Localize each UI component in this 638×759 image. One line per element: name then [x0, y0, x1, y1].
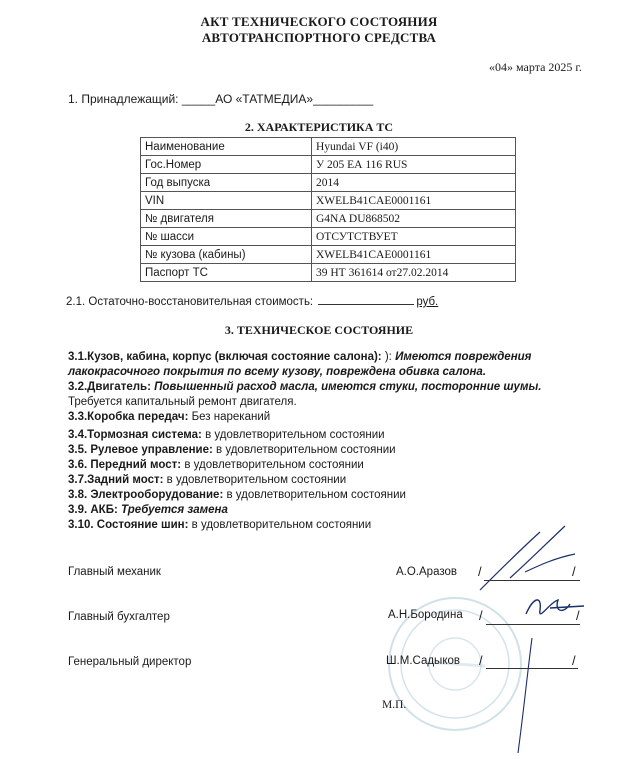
- signatory-name-mechanic: А.О.Аразов: [396, 566, 457, 578]
- row-value: У 205 ЕА 116 RUS: [312, 156, 516, 174]
- table-row: [141, 228, 516, 246]
- condition-value: в удовлетворительном состоянии: [184, 459, 364, 471]
- signatory-name-director: Ш.М.Садыков: [386, 655, 460, 667]
- signatory-name-accountant: А.Н.Бородина: [388, 609, 463, 621]
- condition-item-3-4: [68, 428, 568, 443]
- condition-value: Повышенный расход масла, имеются стуки, посторонние шумы.: [154, 381, 542, 393]
- table-row: [141, 156, 516, 174]
- row-value: XWELB41CAE0001161: [312, 192, 516, 210]
- row-key: № шасси: [141, 228, 312, 246]
- row-key: VIN: [141, 192, 312, 210]
- row-key: Год выпуска: [141, 174, 312, 192]
- condition-value: в удовлетворительном состоянии: [226, 489, 406, 501]
- signatory-role-accountant: Главный бухгалтер: [68, 611, 170, 623]
- condition-value: в удовлетворительном состоянии: [166, 474, 347, 486]
- owner-line: [68, 92, 373, 106]
- condition-value: Без нареканий: [191, 411, 271, 423]
- residual-value-line: [66, 296, 438, 308]
- condition-item-3-3: [68, 410, 568, 425]
- vehicle-characteristics-table: [140, 137, 516, 282]
- document-title-line1: АКТ ТЕХНИЧЕСКОГО СОСТОЯНИЯ: [200, 14, 438, 29]
- residual-label: 2.1. Остаточно-восстановительная стоимость:: [66, 296, 317, 308]
- condition-value: в удовлетворительном состоянии: [191, 519, 372, 531]
- row-key: Наименование: [141, 138, 312, 156]
- owner-label: 1. Принадлежащий:: [68, 92, 182, 106]
- table-row: [141, 192, 516, 210]
- condition-label: 3.7.Задний мост:: [68, 474, 167, 486]
- condition-label: 3.3.Коробка передач:: [68, 411, 192, 423]
- condition-label: 3.4.Тормозная система:: [68, 429, 206, 441]
- condition-value: Имеются повреждения лакокрасочного покрытия по всему кузову, повреждена обивка салона.: [68, 351, 532, 378]
- row-value: G4NA DU868502: [312, 210, 516, 228]
- row-key: Гос.Номер: [141, 156, 312, 174]
- signature-slash: /: [479, 653, 483, 668]
- owner-blank-before: _____: [181, 92, 216, 106]
- condition-item-3-2: [68, 380, 568, 410]
- condition-item-3-6: [68, 458, 568, 473]
- signature-slash: /: [576, 608, 580, 623]
- table-row: [141, 246, 516, 264]
- condition-label: 3.10. Состояние шин:: [68, 519, 192, 531]
- row-value: ОТСУТСТВУЕТ: [312, 228, 516, 246]
- document-date: «04» марта 2025 г.: [489, 60, 582, 74]
- table-row: [141, 174, 516, 192]
- row-value: 2014: [312, 174, 516, 192]
- row-key: № двигателя: [141, 210, 312, 228]
- seal-placeholder: М.П.: [382, 699, 407, 711]
- section2-title: 2. ХАРАКТЕРИСТИКА ТС: [244, 120, 394, 134]
- condition-item-3-9: [68, 503, 568, 518]
- row-value: XWELB41CAE0001161: [312, 246, 516, 264]
- signature-line-mechanic: [484, 580, 580, 581]
- residual-unit: руб.: [416, 296, 439, 308]
- signature-slash: /: [478, 564, 482, 579]
- condition-item-3-5: [68, 443, 568, 458]
- condition-label: 3.1.Кузов, кабина, корпус (включая состояние салона):: [68, 351, 382, 363]
- residual-blank: [318, 304, 414, 305]
- document-title-line2: АВТОТРАНСПОРТНОГО СРЕДСТВА: [201, 30, 437, 45]
- condition-item-3-1: 3.1.Кузов, кабина, корпус (включая состояние салона): ): Имеются повреждения лакокрасочного покрытия по всему кузову, повреждена обивка салона.: [68, 351, 532, 378]
- signatory-role-director: Генеральный директор: [68, 656, 192, 668]
- signature-slash: /: [572, 653, 576, 668]
- table-row: [141, 138, 516, 156]
- condition-value: Требуется замена: [121, 504, 228, 516]
- owner-name: АО «ТАТМЕДИА»: [215, 92, 314, 106]
- row-value: Hyundai VF (i40): [312, 138, 516, 156]
- row-key: Паспорт ТС: [141, 264, 312, 282]
- signature-mechanic-icon: [470, 520, 580, 600]
- owner-blank-after: _________: [313, 92, 374, 106]
- condition-label: 3.5. Рулевое управление:: [68, 444, 217, 456]
- condition-value: в удовлетворительном состоянии: [205, 429, 385, 441]
- row-key: № кузова (кабины): [141, 246, 312, 264]
- condition-label: 3.6. Передний мост:: [68, 459, 185, 471]
- condition-label: 3.9. АКБ:: [68, 504, 121, 516]
- signature-slash: /: [479, 608, 483, 623]
- condition-extra: Требуется капитальный ремонт двигателя.: [68, 396, 297, 408]
- section3-title: 3. ТЕХНИЧЕСКОЕ СОСТОЯНИЕ: [224, 323, 414, 337]
- condition-value: в удовлетворительном состоянии: [216, 444, 396, 456]
- condition-item-3-7: [68, 473, 568, 488]
- table-row: [141, 264, 516, 282]
- signatory-role-mechanic: Главный механик: [68, 566, 161, 578]
- condition-label: 3.2.Двигатель:: [68, 381, 155, 393]
- signature-line-director: [486, 668, 578, 669]
- condition-label: 3.8. Электрооборудование:: [68, 489, 227, 501]
- row-value: 39 НТ 361614 от27.02.2014: [312, 264, 516, 282]
- signature-director-icon: [510, 638, 540, 758]
- table-row: [141, 210, 516, 228]
- condition-item-3-8: [68, 488, 568, 503]
- signature-slash: /: [572, 564, 576, 579]
- signature-line-accountant: [486, 624, 580, 625]
